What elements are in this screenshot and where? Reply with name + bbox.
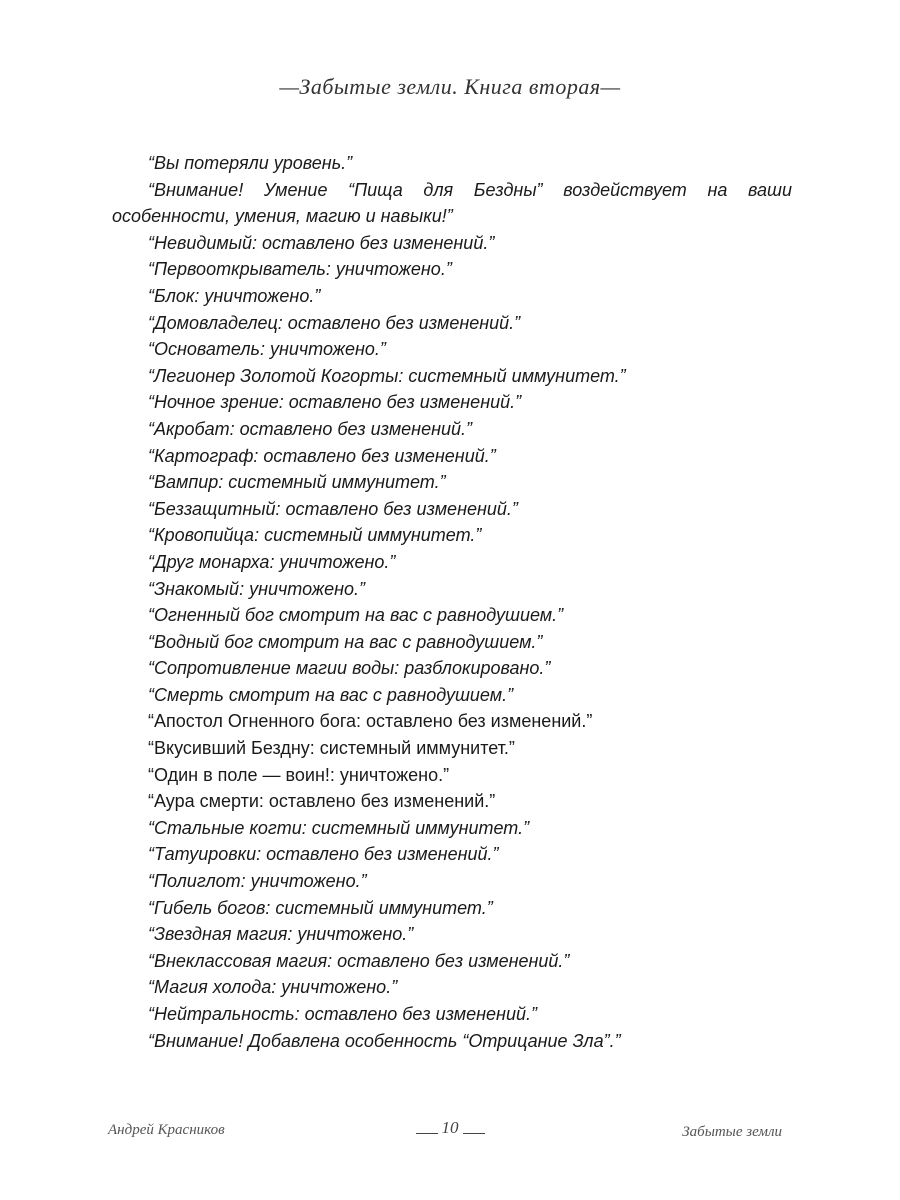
- page-number-rule-right: [463, 1133, 485, 1134]
- running-title: —Забытые земли. Книга вторая—: [279, 74, 621, 99]
- paragraph: “Акробат: оставлено без изменений.”: [148, 418, 473, 439]
- paragraph: “Татуировки: оставлено без изменений.”: [148, 844, 499, 865]
- paragraph: “Ночное зрение: оставлено без изменений.”: [148, 392, 522, 413]
- page-number-rule-left: [416, 1133, 438, 1134]
- paragraph: “Домовладелец: оставлено без изменений.”: [148, 312, 521, 333]
- paragraph: “Полиглот: уничтожено.”: [148, 871, 367, 892]
- paragraph: “Внеклассовая магия: оставлено без изменений.”: [148, 950, 570, 971]
- paragraph: “Вампир: системный иммунитет.”: [148, 472, 446, 493]
- paragraph: “Звездная магия: уничтожено.”: [148, 924, 414, 945]
- paragraph: “Гибель богов: системный иммунитет.”: [148, 897, 493, 918]
- paragraph: “Друг монарха: уничтожено.”: [148, 551, 396, 572]
- paragraph: “Внимание! Умение “Пища для Бездны” воздействует на ваши особенности, умения, магию и навыки!”: [112, 179, 792, 227]
- paragraph: “Один в поле — воин!: уничтожено.”: [148, 764, 450, 785]
- paragraph: “Первооткрыватель: уничтожено.”: [148, 259, 452, 280]
- paragraph: “Основатель: уничтожено.”: [148, 339, 386, 360]
- paragraph: “Нейтральность: оставлено без изменений.”: [148, 1004, 537, 1024]
- footer-book-title: Забытые земли: [682, 1124, 782, 1140]
- paragraph: “Внимание! Добавлена особенность “Отрицание Зла”.”: [148, 1030, 621, 1051]
- page-number: 10: [441, 1118, 459, 1137]
- footer-author: Андрей Красников: [108, 1122, 225, 1138]
- paragraph: “Кровопийца: системный иммунитет.”: [148, 525, 482, 546]
- paragraph: “Магия холода: уничтожено.”: [148, 977, 398, 998]
- page-body: [112, 150, 792, 1054]
- paragraph: “Водный бог смотрит на вас с равнодушием.”: [148, 631, 543, 652]
- paragraph: “Смерть смотрит на вас с равнодушием.”: [148, 684, 514, 705]
- paragraph: “Апостол Огненного бога: оставлено без изменений.”: [148, 711, 593, 732]
- paragraph: “Вкусивший Бездну: системный иммунитет.”: [148, 738, 515, 759]
- page-footer: [0, 1118, 900, 1148]
- running-header: [0, 74, 900, 100]
- paragraph: “Сопротивление магии воды: разблокировано.”: [148, 658, 551, 679]
- paragraph: “Невидимый: оставлено без изменений.”: [148, 232, 495, 253]
- paragraph: “Блок: уничтожено.”: [148, 285, 321, 306]
- paragraph: “Стальные когти: системный иммунитет.”: [148, 817, 530, 838]
- paragraph: “Знакомый: уничтожено.”: [148, 578, 366, 599]
- paragraph: “Беззащитный: оставлено без изменений.”: [148, 498, 518, 519]
- paragraph: “Аура смерти: оставлено без изменений.”: [148, 791, 496, 812]
- paragraph: “Картограф: оставлено без изменений.”: [148, 445, 496, 466]
- paragraph: “Вы потеряли уровень.”: [148, 153, 353, 173]
- paragraph: “Легионер Золотой Когорты: системный иммунитет.”: [148, 365, 626, 386]
- paragraph: “Огненный бог смотрит на вас с равнодушием.”: [148, 605, 564, 626]
